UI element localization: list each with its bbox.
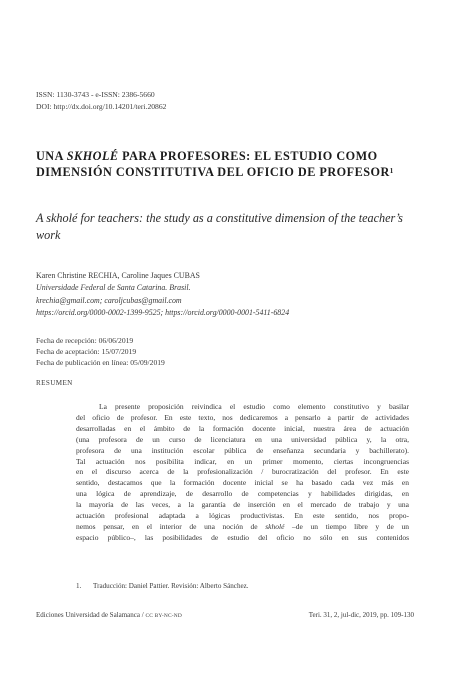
abstract-line: la mayoría de las veces, a la garantía de inserción en el mercado de trabajo y una — [76, 500, 409, 510]
english-title: A skholé for teachers: the study as a constitutive dimension of the teacher’s work — [36, 211, 403, 242]
abstract-line-12-start: nemos pensar, en el interior de una noción de — [76, 521, 266, 531]
abstract-body — [76, 402, 409, 544]
abstract-line: La presente proposición reivindica el estudio como elemento constitutivo y basilar — [99, 402, 409, 411]
author-affiliation: Universidade Federal de Santa Catarina. Brasil. — [36, 283, 191, 293]
abstract-heading: RESUMEN — [36, 379, 73, 387]
doi-line[interactable]: DOI: http://dx.doi.org/10.14201/teri.20862 — [36, 101, 167, 111]
citation-footer: Teri. 31, 2, jul-dic, 2019, pp. 109-130 — [308, 611, 414, 619]
abstract-line: espacio público–, las posibilidades de estudio del oficio no sólo en sus contenidos — [76, 532, 409, 542]
abstract-line: desarrolladas en el ámbito de la formación docente inicial, nuestra área de actuación — [76, 423, 409, 433]
journal-identifiers — [36, 89, 166, 112]
article-title — [36, 148, 426, 180]
footnote-text: Traducción: Daniel Pattier. Revisión: Alberto Sánchez. — [93, 582, 249, 590]
publisher-footer — [36, 611, 182, 619]
abstract-line: sentido, destacamos que la formación docente inicial se ha basado cada vez más en — [76, 478, 409, 488]
author-orcids[interactable]: https://orcid.org/0000-0002-1399-9525; https://orcid.org/0000-0001-5411-6824 — [36, 308, 290, 318]
publication-dates — [36, 335, 165, 369]
title-italic-word: SKHOLÉ — [66, 149, 119, 163]
publisher-name: Ediciones Universidad de Salamanca / — [36, 611, 146, 619]
title-part-1: UNA — [36, 149, 67, 163]
abstract-line: actuación profesional adaptada a lógicas productivistas. En este sentido, nos propo- — [76, 511, 409, 521]
abstract-line-with-italic — [76, 522, 409, 533]
abstract-line: del oficio de profesor. En este texto, nos dedicaremos a pensarlo a partir de actividades — [76, 412, 409, 422]
abstract-italic-word: skholé — [265, 521, 285, 531]
abstract-line: profesora de una institución escolar pública de enseñanza secundaria y bachillerato). — [76, 445, 409, 455]
abstract-line: (una profesora de un curso de licenciatura en una universidad pública y, la otra, — [76, 434, 409, 444]
abstract-line: una lógica de aprendizaje, de desarrollo de competencias y habilidades dirigidas, en — [76, 489, 409, 499]
abstract-line: Tal actuación nos posibilita indicar, en un primer momento, ciertas incongruencias — [76, 456, 409, 466]
footnote-number: 1. — [76, 582, 82, 590]
author-names: Karen Christine RECHIA, Caroline Jaques CUBAS — [36, 271, 200, 280]
license-label[interactable]: CC BY-NC-ND — [145, 613, 182, 619]
author-emails[interactable]: krechia@gmail.com; caroljcubas@gmail.com — [36, 295, 182, 305]
author-block — [36, 270, 436, 320]
abstract-line: en el discurso acerca de la profesionalización / burocratización del profesor. En este — [76, 467, 409, 477]
title-footnote-mark[interactable]: 1 — [389, 167, 394, 176]
footnote — [76, 582, 249, 590]
issn-line: ISSN: 1130-3743 - e-ISSN: 2386-5660 — [36, 90, 155, 99]
title-part-3: PARA PROFESORES: EL ESTUDIO COMO DIMENSIÓN CONSTITUTIVA DEL OFICIO DE PROFESOR — [36, 149, 390, 180]
date-received: Fecha de recepción: 06/06/2019 — [36, 336, 134, 345]
date-published: Fecha de publicación en línea: 05/09/2019 — [36, 358, 165, 368]
date-accepted: Fecha de aceptación: 15/07/2019 — [36, 347, 137, 357]
abstract-line-12-end: –de un tiempo libre y de un — [284, 521, 409, 531]
